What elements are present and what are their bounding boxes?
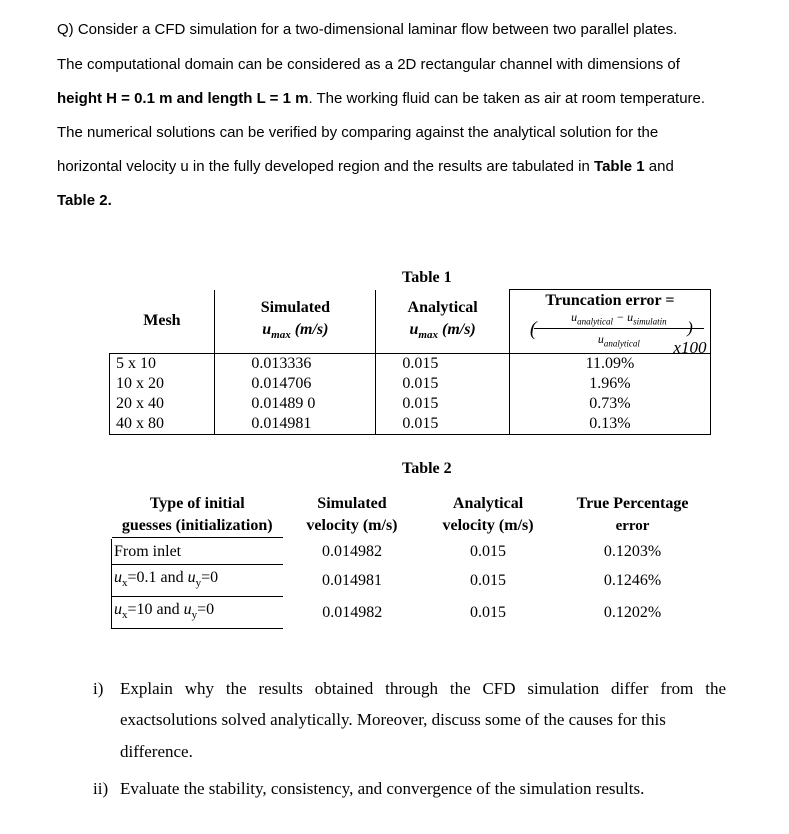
- table2-cell-type: $u_x=10$ and $u_y=0$: [112, 597, 283, 629]
- table2-cell-error: 0.1202%: [603, 604, 662, 622]
- table2-header-sim-line1: Simulated: [317, 495, 387, 512]
- table2-header-analytical: [421, 491, 554, 539]
- q1-line-3: difference.: [120, 742, 193, 761]
- q1-line-1: Explain why the results obtained through the CFD simulation differ from the: [120, 679, 726, 698]
- table1-cell-simulated: 0.01489 0: [215, 394, 376, 414]
- table1-row: [110, 374, 711, 394]
- table2-cell-simulated: 0.014981: [321, 572, 382, 590]
- table1-cell-analytical: 0.015: [376, 414, 509, 435]
- table1-row: [110, 354, 711, 375]
- table2-cell-analytical: 0.015: [470, 604, 507, 622]
- intro-line-1: Q) Consider a CFD simulation for a two-dimensional laminar flow between two parallel plates.: [57, 21, 678, 38]
- unit-text: (m/s): [437, 320, 476, 338]
- intro-line-5-end: and: [644, 158, 674, 175]
- intro-line-5: [57, 158, 674, 176]
- intro-line-5-start: horizontal velocity u in the fully developed region and the results are tabulated in: [57, 158, 595, 175]
- q2-label: ii): [93, 779, 109, 798]
- error-formula: [510, 309, 710, 357]
- table2-cell-type: From inlet: [112, 539, 283, 565]
- table2-row: [112, 539, 711, 565]
- table1-cell-error: 0.13%: [509, 414, 710, 435]
- table1-header-mesh: Mesh: [110, 290, 215, 354]
- formula-open-paren: (: [529, 317, 537, 340]
- table2: [111, 491, 711, 629]
- table1-header-row: [110, 290, 711, 354]
- table1-header-simulated-unit: [215, 319, 375, 346]
- table2-caption: Table 2: [402, 460, 452, 477]
- table1-header-analytical-unit: [376, 319, 508, 346]
- umax-symbol: u: [262, 320, 272, 338]
- formula-denominator: $u_{analytical}$: [597, 331, 640, 348]
- table2-cell-analytical: 0.015: [470, 543, 507, 561]
- table2-header-error: [555, 491, 711, 539]
- table1-cell-error: 11.09%: [509, 354, 710, 375]
- table2-cell-simulated: 0.014982: [321, 543, 382, 561]
- table1-cell-analytical: 0.015: [376, 354, 509, 375]
- umax-subscript: max: [418, 328, 438, 341]
- formula-multiplier: ) x100: [673, 317, 707, 357]
- table1-cell-mesh: 5 x 10: [110, 354, 215, 375]
- unit-text: (m/s): [290, 320, 329, 338]
- table2-header-err-line1: True Percentage: [576, 495, 689, 512]
- table2-body: [112, 539, 711, 629]
- intro-line-3-rest: . The working fluid can be taken as air at room temperature.: [308, 90, 706, 107]
- table1-caption: Table 1: [402, 269, 452, 286]
- table1-header-error-title: Truncation error =: [545, 291, 675, 309]
- formula-numerator: $u_{analytical} - u_{simulatin}$: [534, 310, 704, 329]
- table2-header-simulated: [283, 491, 422, 539]
- intro-line-2: The computational domain can be considered as a 2D rectangular channel with dimensions of: [57, 56, 680, 73]
- table2-cell-type: $u_x=0.1$ and $u_y=0$: [112, 565, 283, 597]
- table1-cell-mesh: 20 x 40: [110, 394, 215, 414]
- table1-header-error: [509, 290, 710, 357]
- table2-header-ana-line1: Analytical: [452, 495, 524, 512]
- intro-line-3: [57, 90, 705, 108]
- table2-header-err-line2: error: [615, 518, 650, 534]
- intro-line-6: [57, 192, 112, 210]
- table2-header-type-line1: Type of initial: [149, 494, 245, 512]
- table2-header-ana-line2: velocity (m/s): [442, 517, 534, 534]
- intro-dimensions-bold: height H = 0.1 m and length L = 1 m: [57, 90, 309, 107]
- q1-label: i): [93, 679, 104, 698]
- table2-row: [112, 565, 711, 597]
- umax-subscript: max: [271, 328, 291, 341]
- table1-cell-error: 0.73%: [509, 394, 710, 414]
- table1-cell-simulated: 0.013336: [215, 354, 376, 375]
- table2-cell-error: 0.1246%: [603, 572, 662, 590]
- table1-header-analytical-label: Analytical: [407, 298, 478, 316]
- intro-line-4: The numerical solutions can be verified by comparing against the analytical solution for the: [57, 124, 659, 141]
- q2-text: Evaluate the stability, consistency, and convergence of the simulation results.: [120, 779, 645, 798]
- table1-cell-mesh: 40 x 80: [110, 414, 215, 435]
- table1-row: [110, 394, 711, 414]
- table1-header-simulated: [215, 290, 376, 354]
- table2-cell-analytical: 0.015: [470, 572, 507, 590]
- table1-row: [110, 414, 711, 435]
- table1: [109, 289, 711, 435]
- table2-header-sim-line2: velocity (m/s): [306, 517, 398, 534]
- table2-cell-error: 0.1203%: [603, 543, 662, 561]
- table1-cell-analytical: 0.015: [376, 394, 509, 414]
- table1-cell-simulated: 0.014706: [215, 374, 376, 394]
- table1-cell-mesh: 10 x 20: [110, 374, 215, 394]
- intro-table2-ref: Table 2.: [57, 192, 112, 209]
- table1-header-analytical: [376, 290, 509, 354]
- table1-cell-error: 1.96%: [509, 374, 710, 394]
- table1-header-simulated-label: Simulated: [260, 298, 331, 316]
- table1-cell-simulated: 0.014981: [215, 414, 376, 435]
- table2-cell-simulated: 0.014982: [322, 604, 383, 622]
- table2-row: [112, 597, 711, 629]
- table1-body: [110, 354, 711, 435]
- intro-table1-ref: Table 1: [594, 158, 645, 175]
- umax-symbol: u: [409, 320, 419, 338]
- table1-cell-analytical: 0.015: [376, 374, 509, 394]
- table2-header-row: [112, 491, 711, 539]
- table2-header-type-line2: guesses (initialization): [112, 515, 283, 538]
- q1-line-2: exactsolutions solved analytically. Moreover, discuss some of the causes for this: [120, 710, 666, 729]
- table2-header-type: [112, 491, 283, 539]
